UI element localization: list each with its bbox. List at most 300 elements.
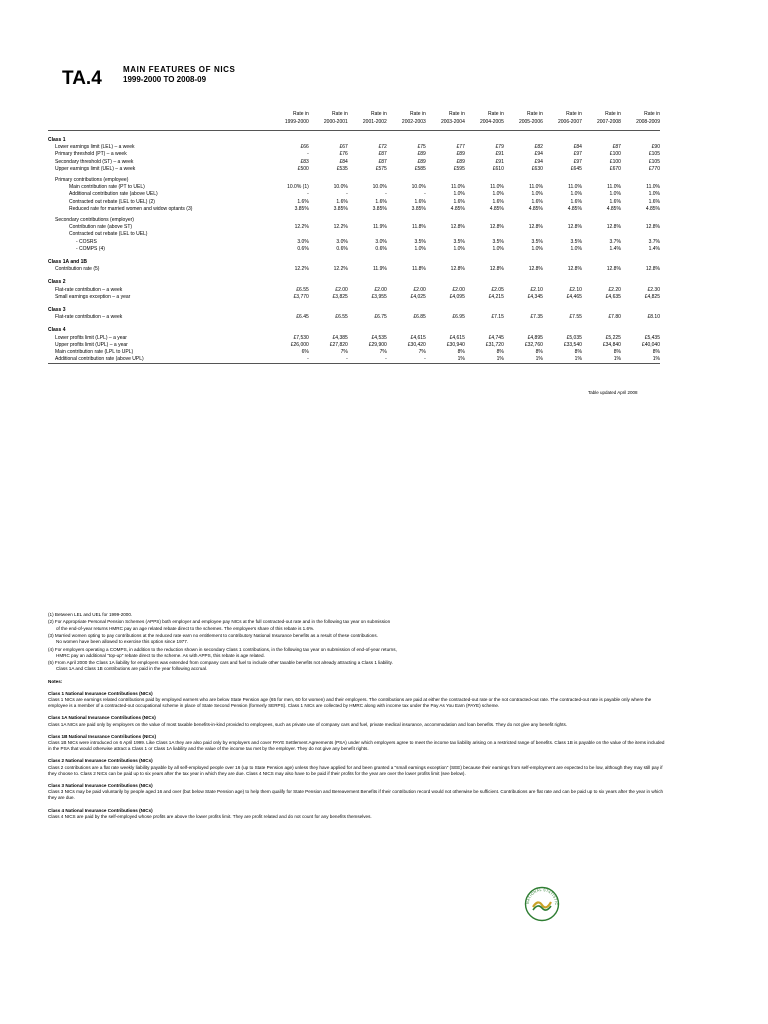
row-label: Main contribution rate (PT to UEL) [69, 184, 145, 191]
table-cell: £29,900 [368, 341, 387, 348]
table-row [48, 342, 660, 349]
table-cell: £27,820 [329, 341, 348, 348]
table-cell: £40,040 [641, 341, 660, 348]
table-cell: £79 [495, 144, 504, 151]
table-cell: £7,530 [293, 334, 309, 341]
table-cell: £2.00 [335, 286, 348, 293]
note-body: Class 1 NICs are earnings related contributions paid by employed earners who are below State Pension age (65 for men, 60 for women) and their employers. The contributions are paid at either the contracted-out rate or the not contracted-out rate. The contracted-out rate is payable only where the employee is a member of a contracted-out occupational scheme in place of State Second Pension (formerly SERPS). Class 1 NICs are collected by HMRC along with income tax under the Pay As You Earn (PAYE) scheme. [48, 696, 652, 709]
row-label: Additional contribution rate (above UPL) [48, 356, 282, 364]
table-cell: 1% [582, 356, 621, 364]
table-cell: 4.85% [645, 205, 660, 212]
table-cell: 1.0% [570, 245, 582, 252]
table-cell: £82 [534, 144, 543, 151]
table-cell: £6.55 [335, 314, 348, 321]
table-cell [621, 231, 660, 238]
note-body: Class 1A NICs are paid only by employers on the value of most taxable benefits-in-kind provided to employees, such as private use of company cars and fuel, private medical insurance, accommodation and loan benefits. They do not give any benefit rights. [48, 721, 568, 727]
column-header [348, 110, 387, 131]
table-cell [543, 253, 582, 266]
table-cell [309, 301, 348, 314]
note-title: Class 1 National Insurance Contributions (NICs) [48, 690, 153, 696]
table-cell: £5,435 [644, 334, 660, 341]
table-cell: 11.9% [373, 266, 387, 273]
table-code: TA.4 [62, 68, 102, 89]
table-cell: 1% [621, 356, 660, 364]
row-label: Upper earnings limit (UEL) – a week [55, 165, 136, 172]
table-cell: £87 [612, 144, 621, 151]
table-cell: 1.6% [570, 198, 582, 205]
table-cell: £535 [336, 165, 348, 172]
table-cell: 1.4% [648, 245, 660, 252]
row-label: Lower earnings limit (LEL) – a week [55, 144, 135, 151]
footnote-text: (3) Married women opting to pay contributions at the reduced rate earn no entitlement to contributory National Insurance benefits as a result of these contributions. [48, 632, 378, 638]
note-title: Class 3 National Insurance Contributions (NICs) [48, 783, 153, 789]
table-body [48, 131, 660, 364]
table-row [48, 166, 660, 173]
column-header [504, 110, 543, 131]
table-cell: £2.20 [608, 286, 621, 293]
table-cell: 1.0% [492, 191, 504, 198]
table-cell [582, 273, 621, 286]
table-row [48, 287, 660, 294]
table-cell: £670 [609, 165, 621, 172]
table-cell [504, 273, 543, 286]
note-body: Class 4 NICS are paid by the self-employed whose profits are above the lower profits limit. They are profit related and do not count for any benefits themselves. [48, 813, 372, 819]
table-cell [504, 253, 543, 266]
table-row [48, 349, 660, 356]
table-cell: 1% [465, 356, 504, 364]
table-cell: £2.10 [530, 286, 543, 293]
table-cell: £2.10 [569, 286, 582, 293]
table-cell: - [385, 191, 387, 198]
note-title: Class 1A National Insurance Contributions (NICs) [48, 715, 156, 721]
table-cell [348, 321, 387, 334]
row-label: Primary contributions (employee) [55, 177, 129, 184]
row-label: Primary threshold (PT) – a week [55, 151, 127, 158]
row-label: - COMPS (4) [76, 245, 105, 252]
table-cell: 12.8% [606, 266, 621, 273]
table-cell [387, 273, 426, 286]
table-cell [621, 131, 660, 145]
table-cell: - [348, 356, 387, 364]
footnote-text: (1) Between LEL and UEL for 1999-2000. [48, 612, 133, 617]
table-cell: - [307, 191, 309, 198]
table-cell [426, 273, 465, 286]
row-label: Reduced rate for married women and widow optants (3) [69, 205, 193, 212]
column-header [621, 110, 660, 131]
table-cell: £5,035 [566, 334, 582, 341]
table-cell: £4,825 [644, 293, 660, 300]
column-header-year: 2002-2003 [401, 119, 426, 125]
table-cell [426, 173, 465, 184]
table-cell: £4,745 [488, 334, 504, 341]
table-cell: 1.6% [414, 198, 426, 205]
table-cell: 1.6% [375, 198, 387, 205]
note-title: Class 2 National Insurance Contributions (NICs) [48, 758, 153, 764]
table-cell: 1.0% [570, 191, 582, 198]
table-cell: 12.8% [489, 266, 504, 273]
table-cell [543, 213, 582, 224]
table-cell: 1.0% [609, 191, 621, 198]
table-cell: £97 [573, 158, 582, 165]
table-cell [282, 273, 309, 286]
column-header-rate: Rate in [449, 111, 465, 117]
table-cell: 1.0% [531, 191, 543, 198]
table-cell: 8% [457, 349, 465, 356]
table-cell: £89 [417, 151, 426, 158]
table-cell: - [424, 191, 426, 198]
table-cell: £32,760 [524, 341, 543, 348]
column-header-rate: Rate in [410, 111, 426, 117]
table-cell [348, 253, 387, 266]
row-label: Contracted out rebate (LEL to UEL) (2) [69, 198, 155, 205]
table-cell: 11.0% [529, 184, 543, 191]
row-label: Flat-rate contribution – a week [55, 286, 123, 293]
column-header-year: 2005-2006 [518, 119, 543, 125]
table-cell [621, 173, 660, 184]
table-cell [348, 273, 387, 286]
table-cell [426, 321, 465, 334]
table-cell: 0.6% [297, 245, 309, 252]
table-cell [387, 253, 426, 266]
table-cell: 1.6% [453, 198, 465, 205]
table-row [48, 206, 660, 213]
table-cell: £31,720 [485, 341, 504, 348]
footnote [48, 660, 668, 672]
table-cell: £4,615 [449, 334, 465, 341]
table-cell [426, 301, 465, 314]
column-header-rate: Rate in [488, 111, 504, 117]
table-cell: £75 [417, 144, 426, 151]
table-cell: 8% [574, 349, 582, 356]
table-cell: 3.5% [492, 238, 504, 245]
row-label: - COSRS [76, 238, 97, 245]
table-row [48, 239, 660, 246]
table-cell [465, 253, 504, 266]
table-cell [348, 231, 387, 238]
table-cell [282, 321, 309, 334]
row-label: Lower profits limit (LPL) – a year [55, 334, 127, 341]
table-cell: £2.00 [413, 286, 426, 293]
table-cell: £4,025 [410, 293, 426, 300]
table-cell [543, 231, 582, 238]
table-cell: £4,465 [566, 293, 582, 300]
note-body: Class 3 NICs may be paid voluntarily by people aged 16 and over (but below State Pension age) to help them qualify for State Pension and Bereavement Benefits if their contribution record would not otherwise be sufficient. Contributions are flat rate and can be paid up to six years after the year in which they are due. [48, 789, 664, 801]
column-header-year: 2001-2002 [362, 119, 387, 125]
table-cell: £575 [375, 165, 387, 172]
table-cell [504, 173, 543, 184]
column-header [282, 110, 309, 131]
table-cell: £26,000 [290, 341, 309, 348]
subsection-row [48, 213, 660, 224]
table-cell: 10.0% [411, 184, 426, 191]
table-cell: £6.45 [296, 314, 309, 321]
table-cell: £5,225 [605, 334, 621, 341]
table-cell [582, 173, 621, 184]
table-cell: £91 [495, 158, 504, 165]
table-cell: 1.0% [453, 245, 465, 252]
table-cell: - [387, 356, 426, 364]
table-cell [348, 213, 387, 224]
footnote [48, 633, 668, 645]
national-statistics-logo [524, 886, 560, 922]
row-label: Upper profits limit (UPL) – a year [55, 341, 128, 348]
table-row [48, 224, 660, 231]
table-cell: 3.0% [297, 238, 309, 245]
table-cell: £770 [648, 165, 660, 172]
table-cell: £34,840 [602, 341, 621, 348]
table-cell [426, 131, 465, 145]
table-cell [582, 231, 621, 238]
footnote-continuation: Class 1A and Class 1B contributions are paid in the year following accrual. [56, 666, 208, 672]
table-cell: £90 [651, 144, 660, 151]
table-cell: £97 [573, 151, 582, 158]
row-label: Contracted out rebate (LEL to UEL) [69, 231, 148, 238]
table-cell [426, 231, 465, 238]
row-label: Flat-rate contribution – a week [55, 314, 123, 321]
column-header-rate: Rate in [605, 111, 621, 117]
column-header-rate: Rate in [644, 111, 660, 117]
table-cell [465, 301, 504, 314]
table-cell: - [346, 191, 348, 198]
table-cell [465, 131, 504, 145]
table-cell: 10.0% [372, 184, 387, 191]
table-cell [426, 213, 465, 224]
table-cell: 12.2% [333, 224, 348, 231]
page-subtitle: 1999-2000 TO 2008-09 [123, 75, 207, 84]
table-cell: £89 [456, 158, 465, 165]
footnote-text: (4) For employers operating a COMPS, in addition to the reduction shown in secondary Class 1 contributions, in the following tax year on submission of end-of-year returns, [48, 646, 397, 652]
table-cell: £7.15 [491, 314, 504, 321]
section-row [48, 253, 660, 266]
table-cell: £100 [609, 158, 621, 165]
table-cell: £2.00 [452, 286, 465, 293]
table-row [48, 356, 660, 364]
table-cell [348, 173, 387, 184]
column-header-year: 2006-2007 [557, 119, 582, 125]
column-header-rate: Rate in [292, 111, 309, 117]
footnote [48, 612, 668, 618]
column-header-rate: Rate in [566, 111, 582, 117]
table-cell: 11.0% [568, 184, 582, 191]
table-cell: 12.8% [528, 224, 543, 231]
footnote-text: (2) For Appropriate Personal Pension Schemes (APPS) both employer and employee pay NICs at the full contracted-out rate and in the following tax year on submission [48, 619, 391, 625]
table-cell [543, 173, 582, 184]
table-cell [504, 301, 543, 314]
table-cell: 1% [504, 356, 543, 364]
footnote [48, 619, 668, 631]
table-cell: £84 [339, 158, 348, 165]
table-header-row [48, 110, 660, 131]
table-cell: 10.0% [333, 184, 348, 191]
table-cell: 12.8% [567, 266, 582, 273]
table-cell [282, 231, 309, 238]
table-cell: 3.7% [648, 238, 660, 245]
table-cell: - [282, 356, 309, 364]
header-blank-cell [48, 110, 282, 131]
table-cell: £4,895 [527, 334, 543, 341]
table-cell [282, 213, 309, 224]
table-cell [465, 321, 504, 334]
table-cell: 1.6% [336, 198, 348, 205]
table-cell: 3.85% [411, 205, 426, 212]
table-cell: 12.8% [450, 266, 465, 273]
footnote [48, 647, 668, 659]
table-row [48, 191, 660, 198]
footnote-continuation: of the end-of-year returns HMRC pay an age related rebate direct to the schemes. The employee's share of this rebate is 1.6%. [56, 625, 315, 631]
table-cell: £4,345 [527, 293, 543, 300]
table-cell: 4.85% [528, 205, 543, 212]
table-cell: 11.9% [373, 224, 387, 231]
table-cell: £500 [297, 165, 309, 172]
table-row [48, 151, 660, 158]
table-cell: 12.8% [645, 266, 660, 273]
column-header [426, 110, 465, 131]
table-cell: 1.4% [609, 245, 621, 252]
table-cell: £89 [417, 158, 426, 165]
table-cell: £7.55 [569, 314, 582, 321]
table-cell: £610 [492, 165, 504, 172]
table-cell: 3.0% [375, 238, 387, 245]
footnote-continuation: HMRC pay an additional "top-up" rebate direct to the scheme. As with APPS, this rebate is age related. [56, 652, 265, 658]
table-row [48, 144, 660, 151]
table-cell: £630 [531, 165, 543, 172]
table-cell [387, 321, 426, 334]
table-cell: 3.5% [531, 238, 543, 245]
table-cell: £3,825 [332, 293, 348, 300]
table-cell: £6.55 [296, 286, 309, 293]
section-row [48, 301, 660, 314]
column-header-year: 1999-2000 [284, 119, 309, 125]
table-cell: £2.30 [647, 286, 660, 293]
table-cell: 7% [418, 349, 426, 356]
note-body: Class 1B NICs were introduced on 6 April 1999. Like Class 1A they are also paid only by employers and cover PAYE Settlement Agreements (PSA) under which employers agree to meet the income tax liability arising on a restricted range of benefits. Class 1B is payable on the value of the items included in the PSA that would otherwise attract a Class 1 or Class 1A liability and the value of the income tax met by the employer. They do not give any benefit rights. [48, 740, 665, 752]
section-heading: Class 4 [48, 327, 66, 334]
table-cell [309, 253, 348, 266]
table-cell [282, 253, 309, 266]
page-title: MAIN FEATURES OF NICS [123, 65, 236, 74]
table-cell: £94 [534, 158, 543, 165]
table-row [48, 335, 660, 342]
table-cell: 1.0% [453, 191, 465, 198]
table-cell [504, 131, 543, 145]
table-cell: 12.8% [489, 224, 504, 231]
table-cell: £4,095 [449, 293, 465, 300]
table-cell: 12.8% [567, 224, 582, 231]
table-cell: 8% [613, 349, 621, 356]
table-cell: 7% [379, 349, 387, 356]
column-header [387, 110, 426, 131]
table-cell [465, 213, 504, 224]
table-cell: 1.0% [648, 191, 660, 198]
table-row [48, 231, 660, 238]
row-label: Additional contribution rate (above UEL) [69, 191, 158, 198]
table-cell: 12.8% [606, 224, 621, 231]
column-header-year: 2004-2005 [479, 119, 504, 125]
table-updated-note: Table updated April 2008 [588, 390, 638, 395]
column-header-rate: Rate in [527, 111, 543, 117]
section-row [48, 131, 660, 145]
column-header [543, 110, 582, 131]
row-label: Main contribution rate (LPL to UPL) [55, 349, 134, 356]
table-cell: £91 [495, 151, 504, 158]
row-label: Small earnings exception – a year [55, 293, 131, 300]
table-cell [582, 301, 621, 314]
column-header-rate: Rate in [331, 111, 348, 117]
table-cell: 3.85% [294, 205, 309, 212]
table-cell: £87 [378, 158, 387, 165]
table-cell: 3.85% [333, 205, 348, 212]
column-header-rate: Rate in [370, 111, 387, 117]
table-cell: 0.6% [336, 245, 348, 252]
section-heading: Class 1A and 1B [48, 259, 87, 266]
table-cell: 4.85% [606, 205, 621, 212]
table-cell: £7.35 [530, 314, 543, 321]
table-cell [348, 301, 387, 314]
table-cell: £4,385 [332, 334, 348, 341]
table-cell [309, 173, 348, 184]
table-cell: £4,635 [605, 293, 621, 300]
table-cell: £4,215 [488, 293, 504, 300]
table-cell: £595 [453, 165, 465, 172]
table-cell [621, 253, 660, 266]
section-row [48, 321, 660, 334]
table-cell: 8% [496, 349, 504, 356]
table-cell [504, 321, 543, 334]
table-cell: £8.10 [647, 314, 660, 321]
table-cell [309, 213, 348, 224]
column-header [582, 110, 621, 131]
table-cell [504, 231, 543, 238]
table-cell [282, 301, 309, 314]
logo-text: NATIONAL STATISTIC [525, 887, 559, 906]
table-cell: 12.2% [294, 224, 309, 231]
subsection-row [48, 173, 660, 184]
table-cell [387, 173, 426, 184]
table-cell: £3,770 [293, 293, 309, 300]
table-cell: £66 [300, 144, 309, 151]
table-cell [621, 213, 660, 224]
table-cell [543, 131, 582, 145]
table-cell: 8% [652, 349, 660, 356]
table-cell: £84 [573, 144, 582, 151]
table-cell: £105 [648, 158, 660, 165]
table-cell: £4,615 [410, 334, 426, 341]
table-cell [621, 273, 660, 286]
table-cell [309, 231, 348, 238]
column-header-year: 2007-2008 [597, 119, 621, 125]
table-cell: 12.8% [645, 224, 660, 231]
table-cell [543, 301, 582, 314]
footnotes [48, 612, 668, 673]
table-cell: 10.0% (1) [287, 184, 309, 191]
table-cell: 11.0% [490, 184, 504, 191]
table-cell [465, 231, 504, 238]
table-cell: £645 [570, 165, 582, 172]
table-cell: £72 [378, 144, 387, 151]
column-header-year: 2000-2001 [323, 119, 348, 125]
notes-heading: Notes: [48, 678, 63, 684]
table-cell: 1.0% [492, 245, 504, 252]
table-cell [387, 231, 426, 238]
table-cell [504, 213, 543, 224]
table-cell: 12.2% [294, 266, 309, 273]
table-cell [426, 253, 465, 266]
table-cell: 12.8% [450, 224, 465, 231]
table-cell: £7.80 [608, 314, 621, 321]
table-cell: 4.85% [450, 205, 465, 212]
table-cell [465, 273, 504, 286]
note-body: Class 2 contributions are a flat rate weekly liability payable by all self-employed people over 16 (up to State Pension age) unless they have applied for and been granted a "small earnings exception" (SEE) because their earnings from self-employment are expected to be low, although they may still pay if they choose to. Class 2 NICs can be paid up to six years after the tax year in which they are due. Class 4 NICS may also have to be paid if their profits for the year are over the lower profits limit (see below). [48, 764, 663, 776]
